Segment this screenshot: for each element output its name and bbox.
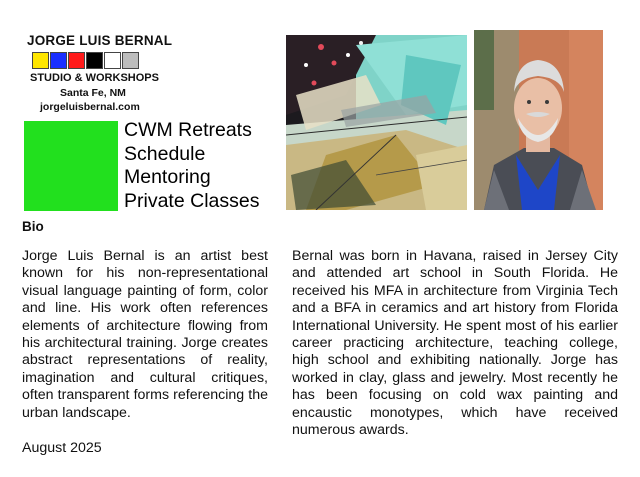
abstract-painting-image [286, 35, 467, 210]
bio-date: August 2025 [22, 440, 102, 456]
green-accent-block [24, 121, 118, 211]
nav-item-schedule[interactable]: Schedule [124, 142, 206, 165]
bio-heading: Bio [22, 219, 44, 234]
nav-menu [124, 119, 259, 213]
bio-paragraph-right: Bernal was born in Havana, raised in Jersey City and attended art school in South Florida. He received his MFA in architecture from Virginia Tech and a BFA in ceramics and art history from Florida International University. He spent most of his earlier career practicing architecture, teaching college, high school and exhibiting nationally. Jorge has worked in clay, glass and jewelry. Most recently he has been focusing on cold wax painting and encaustic monotypes, which have received numerous awards. [292, 248, 618, 439]
studio-subtitle: STUDIO & WORKSHOPS [30, 72, 159, 84]
swatch-yellow [32, 52, 49, 69]
swatch-red [68, 52, 85, 69]
swatch-blue [50, 52, 67, 69]
swatch-gray [122, 52, 139, 69]
artist-portrait-photo [474, 30, 603, 210]
nav-item-mentoring[interactable]: Mentoring [124, 166, 211, 188]
bio-paragraph-left: Jorge Luis Bernal is an artist best known for his non-representational visual language painting of form, color and line. His work often references elements of architecture flowing from his architectural training. Jorge creates abstract representations of reality, imagination and cultural critiques, often transparent forms referencing the urban landscape. [22, 248, 268, 421]
website-link[interactable]: jorgeluisbernal.com [40, 101, 140, 113]
brand-name: JORGE LUIS BERNAL [27, 33, 173, 48]
color-swatches [32, 52, 139, 69]
nav-item-cwm-retreats[interactable]: CWM Retreats [124, 119, 252, 141]
swatch-white [104, 52, 121, 69]
location-text: Santa Fe, NM [60, 87, 126, 99]
nav-item-private-classes[interactable]: Private Classes [124, 189, 260, 212]
swatch-black [86, 52, 103, 69]
